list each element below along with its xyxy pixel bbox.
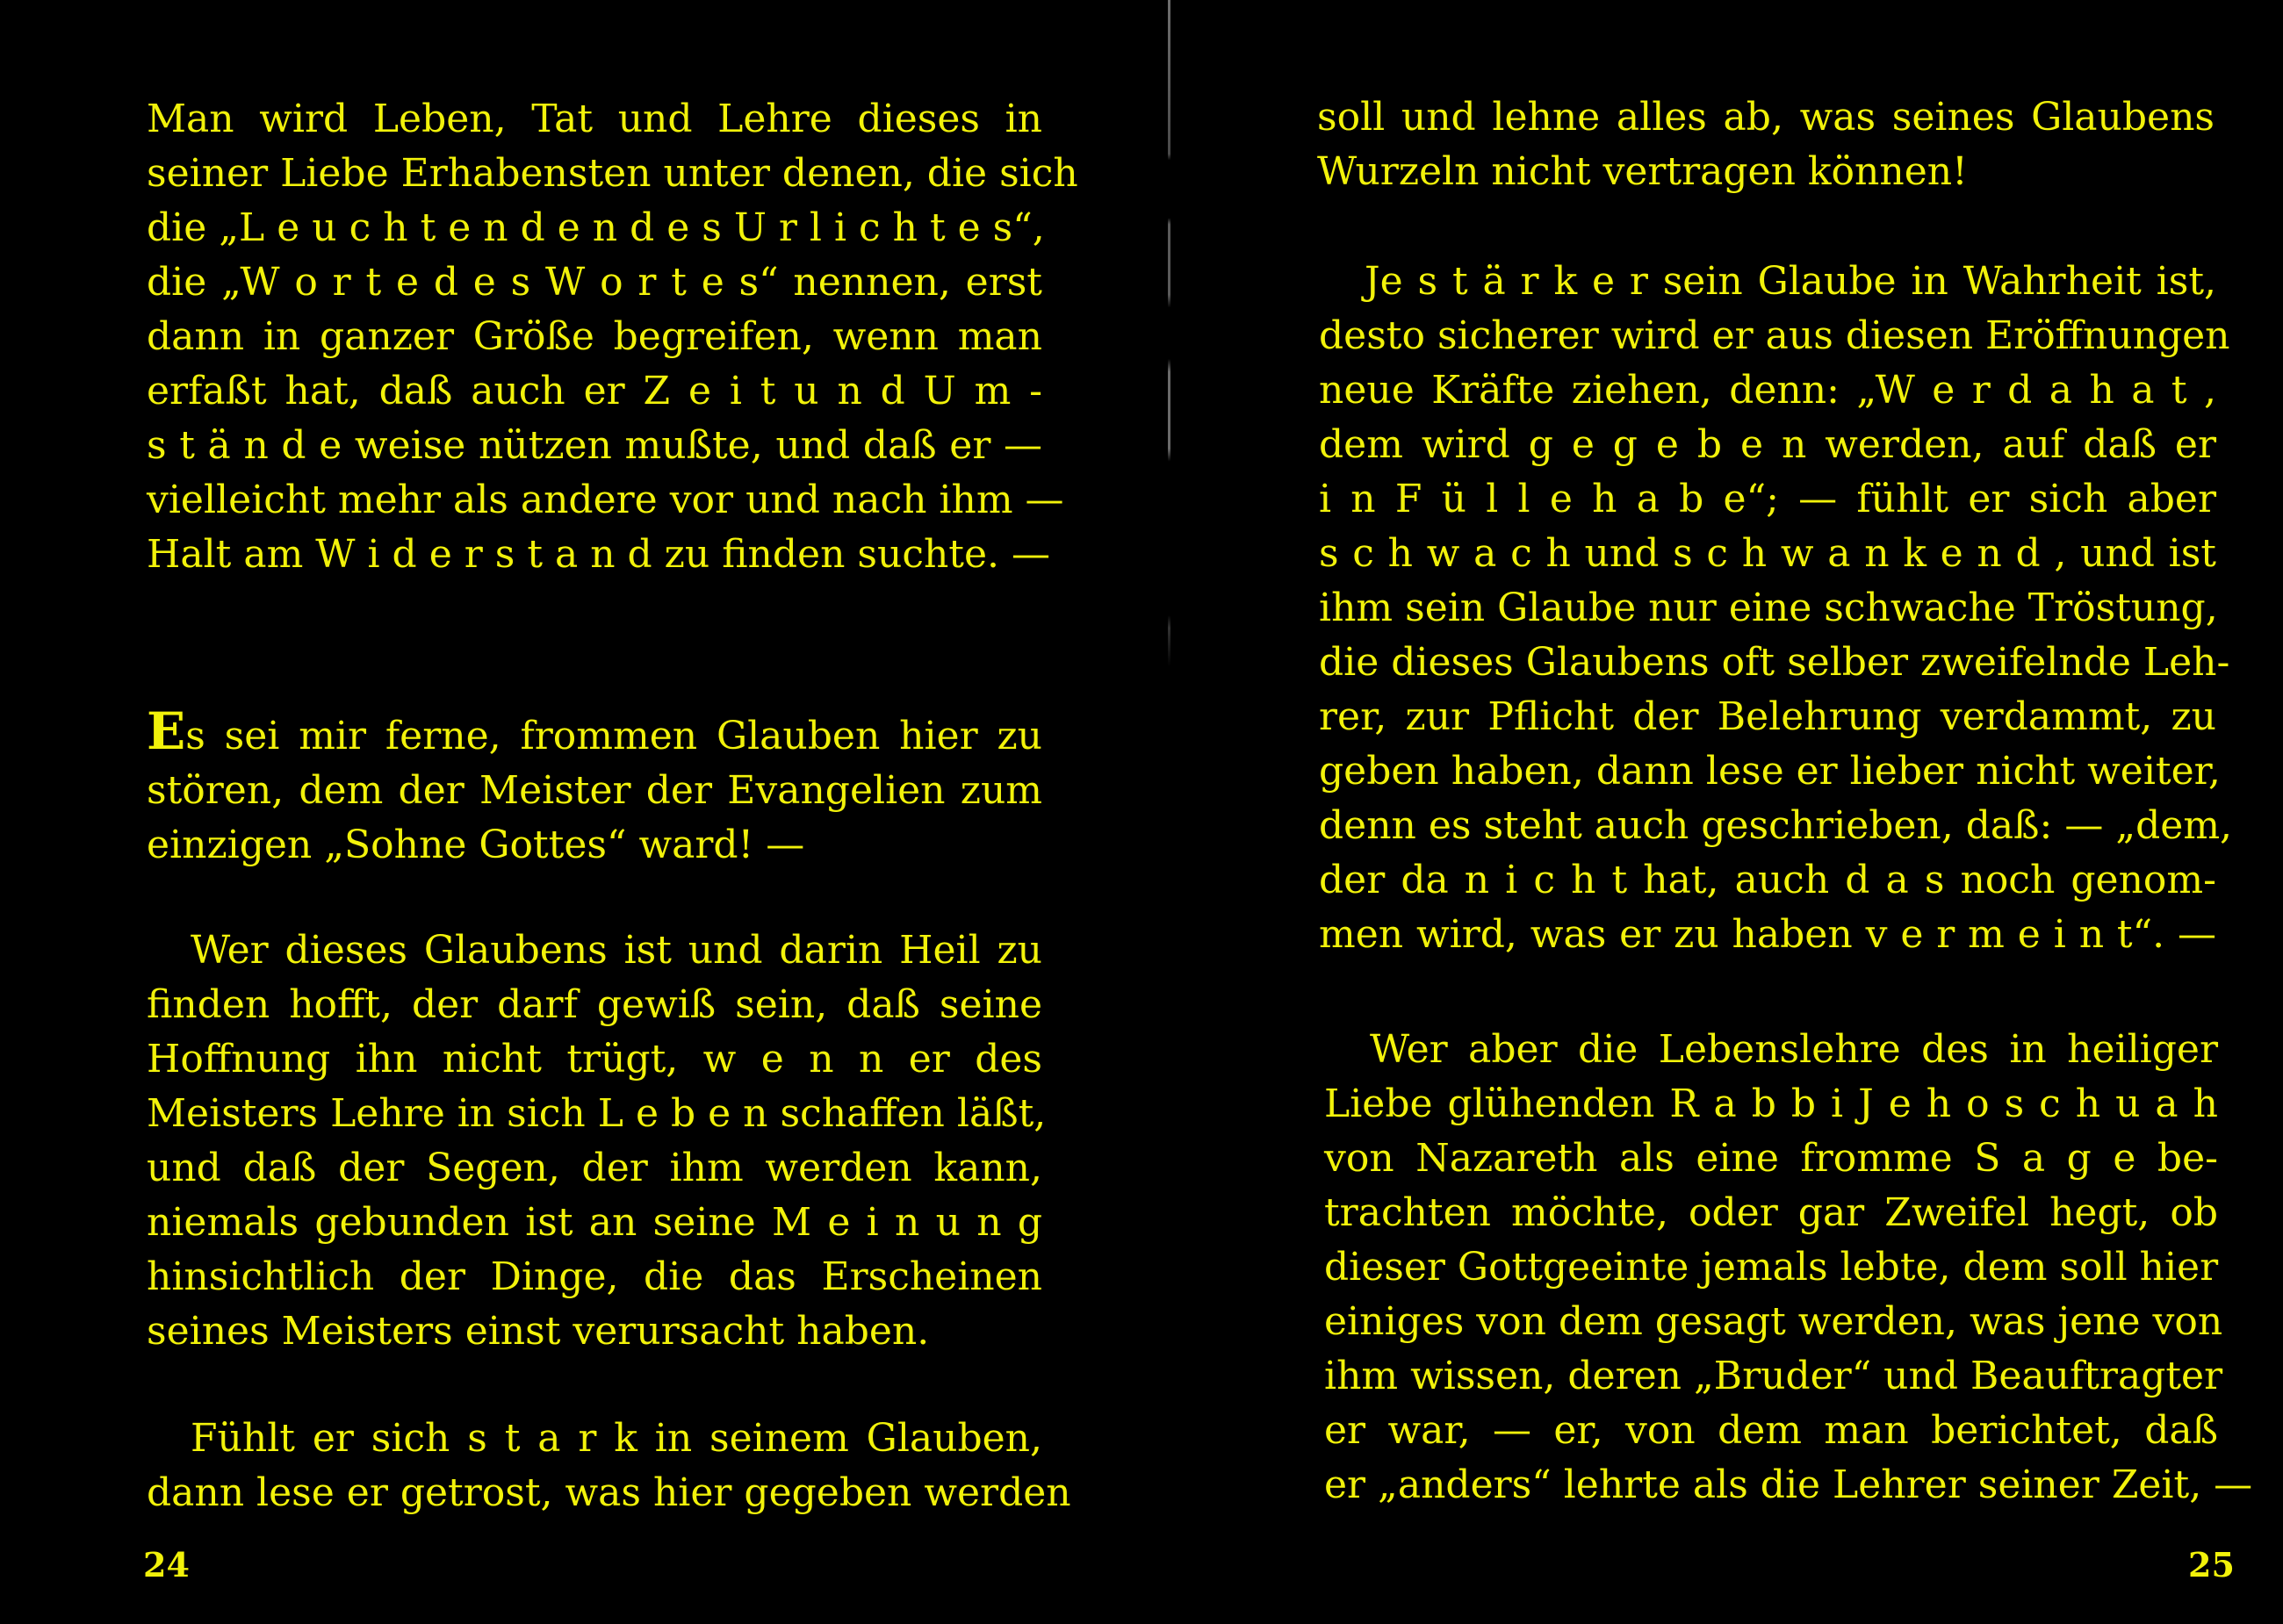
text-line-rest: s sei mir ferne, frommen Glauben hier zu <box>185 714 1042 758</box>
page-number: 25 <box>2188 1545 2235 1584</box>
left-paragraph-4 <box>147 1412 1071 1520</box>
text-line: Je s t ä r k e r sein Glaube in Wahrheit ist, <box>1365 259 2216 304</box>
book-gutter <box>1168 0 1170 1282</box>
text-line: men wird, was er zu haben v e r m e i n t“. — <box>1319 912 2216 957</box>
left-paragraph-1 <box>147 92 1078 582</box>
right-paragraph-1 <box>1317 90 2215 199</box>
text-line: Wer aber die Lebenslehre des in heiliger <box>1370 1027 2218 1072</box>
text-line: von Nazareth als eine fromme S a g e be- <box>1324 1136 2218 1181</box>
text-line: geben haben, dann lese er lieber nicht weiter, <box>1319 749 2221 794</box>
text-line: einiges von dem gesagt werden, was jene von <box>1324 1299 2223 1344</box>
text-line: seiner Liebe Erhabensten unter denen, die sich <box>147 151 1078 196</box>
text-line: desto sicherer wird er aus diesen Eröffnungen <box>1319 313 2230 358</box>
text-line: einzigen „Sohne Gottes“ ward! — <box>147 823 805 867</box>
text-line: i n F ü l l e h a b e“; — fühlt er sich aber <box>1319 477 2216 521</box>
text-line: ihm wissen, deren „Bruder“ und Beauftragter <box>1324 1354 2223 1398</box>
text-line: die dieses Glaubens oft selber zweifelnde Leh- <box>1319 640 2230 685</box>
text-line: er war, — er, von dem man berichtet, daß <box>1324 1408 2218 1453</box>
left-paragraph-2 <box>147 701 1042 873</box>
text-line: Man wird Leben, Tat und Lehre dieses in <box>147 97 1042 141</box>
text-line: erfaßt hat, daß auch er Z e i t u n d U m - <box>147 369 1042 413</box>
text-line: trachten möchte, oder gar Zweifel hegt, ob <box>1324 1190 2218 1235</box>
text-line: Wer dieses Glaubens ist und darin Heil zu <box>191 928 1042 973</box>
text-line: soll und lehne alles ab, was seines Glaubens <box>1317 95 2215 140</box>
text-line: er „anders“ lehrte als die Lehrer seiner Zeit, — <box>1324 1462 2253 1507</box>
text-line: dann lese er getrost, was hier gegeben werden <box>147 1470 1071 1515</box>
text-line: seines Meisters einst verursacht haben. <box>147 1309 930 1354</box>
text-line: Hoffnung ihn nicht trügt, w e n n er des <box>147 1037 1042 1081</box>
page-number: 24 <box>143 1545 190 1584</box>
text-line: dieser Gottgeeinte jemals lebte, dem soll hier <box>1324 1245 2219 1290</box>
left-paragraph-3 <box>147 923 1047 1359</box>
text-line: dann in ganzer Größe begreifen, wenn man <box>147 314 1042 359</box>
text-line: hinsichtlich der Dinge, die das Erscheinen <box>147 1254 1042 1299</box>
text-line: denn es steht auch geschrieben, daß: — „dem, <box>1319 803 2233 848</box>
text-line: Liebe glühenden R a b b i J e h o s c h u a h <box>1324 1081 2218 1126</box>
drop-cap: E <box>147 701 186 761</box>
right-page <box>1177 0 2283 1624</box>
text-line: dem wird g e g e b e n werden, auf daß er <box>1319 422 2216 467</box>
text-line <box>147 701 1042 764</box>
text-line: die „W o r t e d e s W o r t e s“ nennen, erst <box>147 260 1042 305</box>
right-paragraph-2 <box>1319 255 2233 962</box>
text-line: Meisters Lehre in sich L e b e n schaffen läßt, <box>147 1091 1047 1136</box>
text-line: ihm sein Glaube nur eine schwache Tröstung, <box>1319 586 2218 630</box>
text-line: Halt am W i d e r s t a n d zu finden suchte. — <box>147 532 1050 577</box>
text-line: finden hofft, der darf gewiß sein, daß seine <box>147 982 1042 1027</box>
text-line: die „L e u c h t e n d e n d e s U r l i c h t e s“, <box>147 205 1045 250</box>
text-line: niemals gebunden ist an seine M e i n u n g <box>147 1200 1042 1245</box>
text-line: rer, zur Pflicht der Belehrung verdammt, zu <box>1319 694 2216 739</box>
text-line: s t ä n d e weise nützen mußte, und daß er — <box>147 423 1042 468</box>
right-paragraph-3 <box>1324 1023 2253 1513</box>
text-line: der da n i c h t hat, auch d a s noch genom- <box>1319 858 2216 902</box>
text-line: Wurzeln nicht vertragen können! <box>1317 149 1968 194</box>
text-line: Fühlt er sich s t a r k in seinem Glauben, <box>191 1416 1042 1461</box>
text-line: vielleicht mehr als andere vor und nach ihm — <box>147 478 1064 522</box>
text-line: und daß der Segen, der ihm werden kann, <box>147 1146 1042 1190</box>
text-line: s c h w a c h und s c h w a n k e n d , und ist <box>1319 531 2216 576</box>
text-line: stören, dem der Meister der Evangelien zum <box>147 768 1042 813</box>
text-line: neue Kräfte ziehen, denn: „W e r d a h a t , <box>1319 368 2216 413</box>
